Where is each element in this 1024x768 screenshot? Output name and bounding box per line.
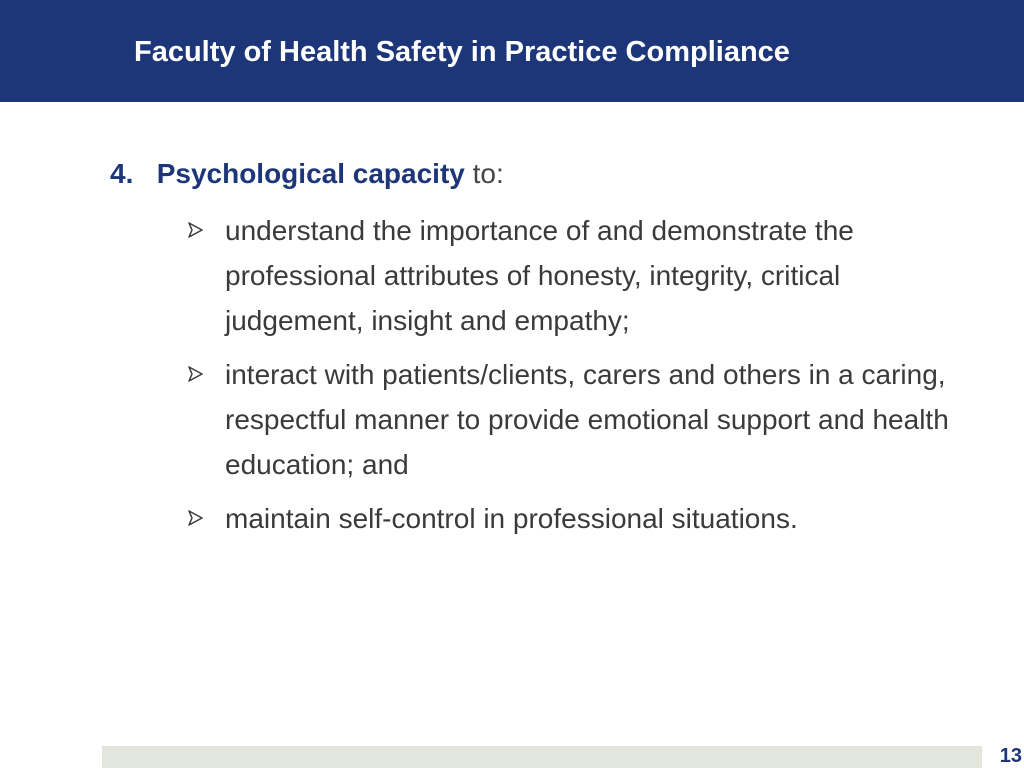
slide-title: Faculty of Health Safety in Practice Compliance [134,36,790,68]
bullet-text: interact with patients/clients, carers and others in a caring, respectful manner to provide emotional support and health education; and [225,359,949,480]
section-rest-text: to: [464,158,504,189]
arrowhead-bullet-icon [187,510,203,526]
footer-bar [102,746,982,768]
section-heading [110,154,504,194]
bullet-text: maintain self-control in professional situations. [225,503,798,534]
page-number: 13 [999,745,1022,767]
header-bar [0,0,1024,102]
section-key-phrase: Psychological capacity [156,158,465,189]
section-number: 4. [110,158,134,189]
bullet-text: understand the importance of and demonstrate the professional attributes of honesty, integrity, critical judgement, insight and empathy; [225,215,854,336]
arrowhead-bullet-icon [187,222,203,238]
arrowhead-bullet-icon [187,366,203,382]
